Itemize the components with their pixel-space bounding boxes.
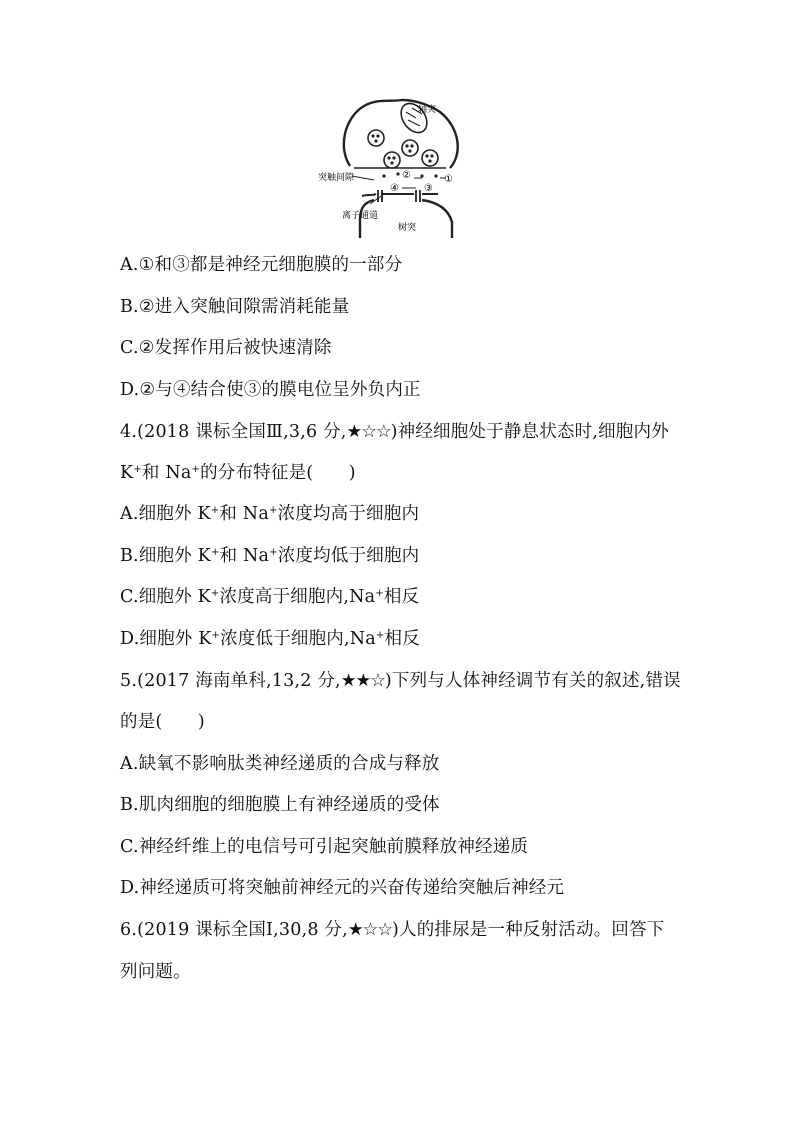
- label-marker-2: ②: [402, 170, 411, 181]
- q4-stem-source: 4.(2018 课标全国Ⅲ,3,6 分,: [120, 422, 347, 442]
- label-marker-4: ④: [390, 183, 399, 194]
- q5-stem-line2: 的是( ): [120, 712, 205, 732]
- label-marker-1: ①: [444, 174, 453, 185]
- q4-option-c: C.细胞外 K+浓度高于细胞内,Na+相反: [120, 587, 420, 607]
- q4-stem-line2: K+和 Na+的分布特征是( ): [120, 463, 356, 483]
- q5-stem-source: 5.(2017 海南单科,13,2 分,: [120, 671, 341, 691]
- q6-stem-text: )人的排尿是一种反射活动。回答下: [391, 920, 665, 940]
- q5-option-a: A.缺氧不影响肽类神经递质的合成与释放: [120, 754, 440, 774]
- q4-stem-text: )神经细胞处于静息状态时,细胞内外: [390, 422, 669, 442]
- ion-channel: [378, 190, 420, 202]
- postsynaptic-membrane: [362, 194, 438, 196]
- q5-option-d: D.神经递质可将突触前神经元的兴奋传递给突触后神经元: [120, 878, 565, 898]
- q6-stem: [120, 919, 665, 941]
- q5-stem: [120, 670, 681, 692]
- q5-option-c: C.神经纤维上的电信号可引起突触前膜释放神经递质: [120, 837, 529, 857]
- label-marker-3: ③: [424, 183, 433, 194]
- q4-option-b: B.细胞外 K+和 Na+浓度均低于细胞内: [120, 546, 420, 566]
- q6-difficulty-stars: ★☆☆: [347, 920, 392, 940]
- q3-option-d: D.②与④结合使③的膜电位呈外负内正: [120, 380, 421, 400]
- synapse-diagram: [318, 96, 464, 238]
- q5-stem-text: )下列与人体神经调节有关的叙述,错误: [384, 671, 681, 691]
- label-axon: 轴突: [418, 105, 437, 115]
- synaptic-vesicles: [368, 130, 438, 168]
- q4-stem: [120, 421, 669, 443]
- q6-stem-line2: 列问题。: [120, 962, 191, 982]
- label-dendrite: 树突: [398, 223, 417, 233]
- q4-option-a: A.细胞外 K+和 Na+浓度均高于细胞内: [120, 504, 420, 524]
- q5-difficulty-stars: ★★☆: [340, 671, 385, 691]
- label-synaptic-cleft: 突触间隙: [318, 173, 355, 183]
- q6-stem-source: 6.(2019 课标全国Ⅰ,30,8 分,: [120, 920, 348, 940]
- q3-option-a: A.①和③都是神经元细胞膜的一部分: [120, 255, 403, 275]
- q3-option-b: B.②进入突触间隙需消耗能量: [120, 297, 350, 317]
- q5-option-b: B.肌肉细胞的细胞膜上有神经递质的受体: [120, 795, 440, 815]
- q3-option-c: C.②发挥作用后被快速清除: [120, 338, 332, 358]
- label-ion-channel: 离子通道: [342, 211, 379, 221]
- q4-difficulty-stars: ★☆☆: [346, 422, 391, 442]
- q4-option-d: D.细胞外 K+浓度低于细胞内,Na+相反: [120, 629, 420, 649]
